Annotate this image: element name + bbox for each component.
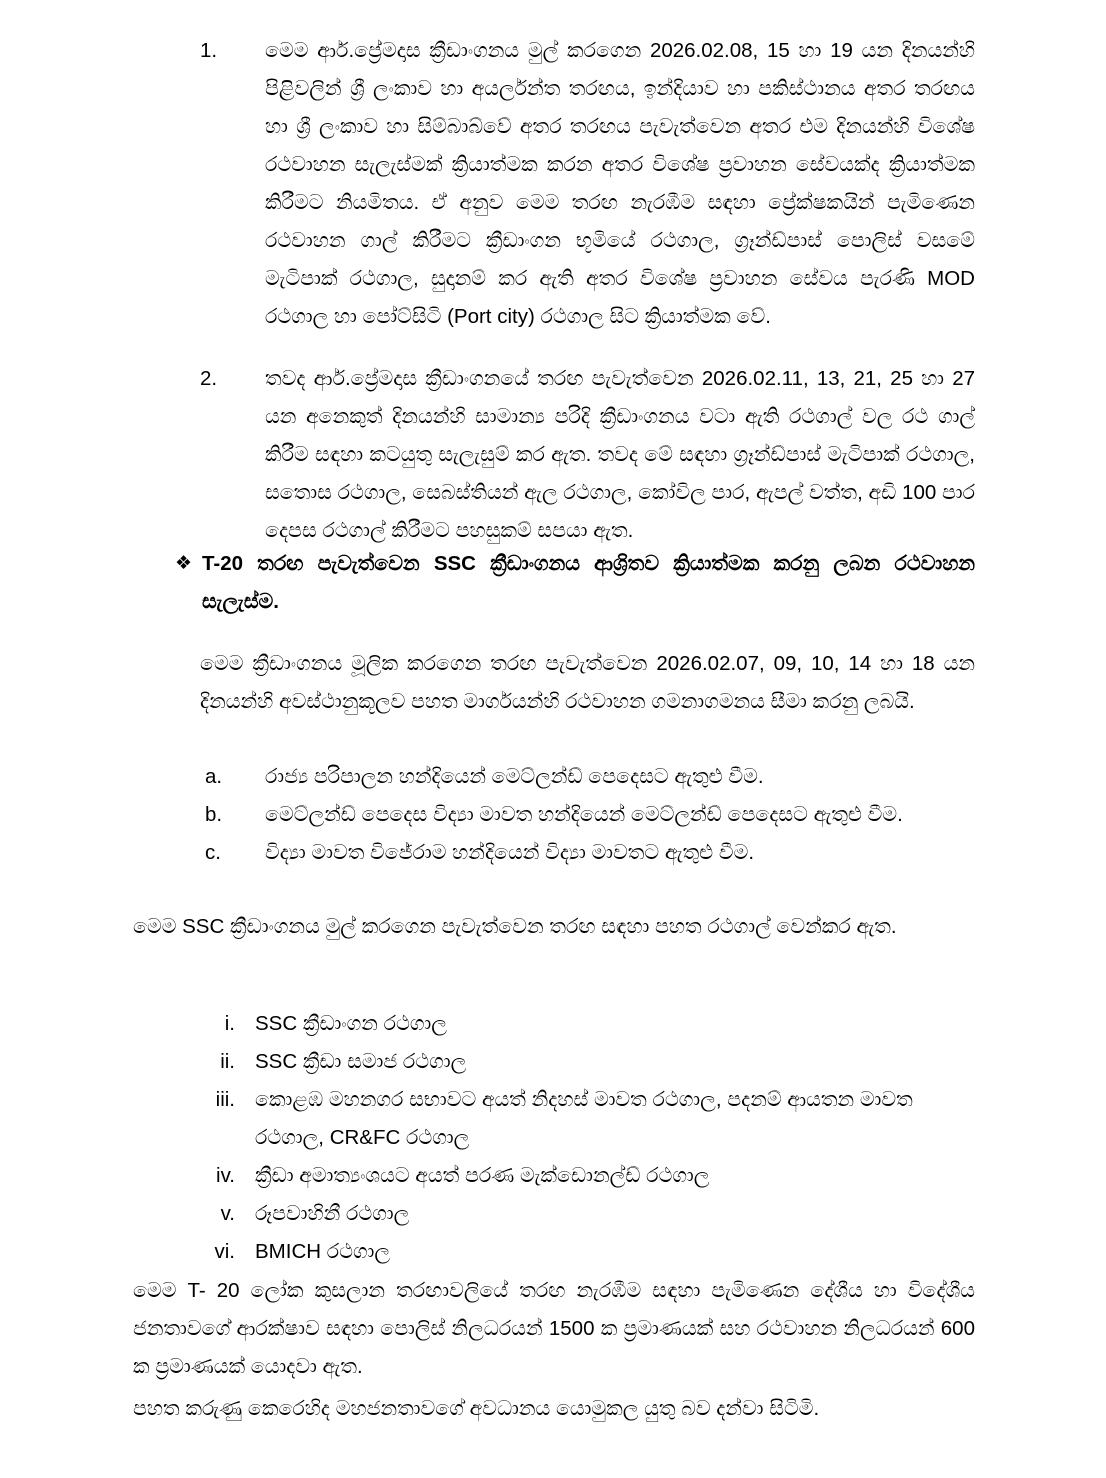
list-item bbox=[205, 834, 975, 872]
list-marker: b. bbox=[205, 803, 223, 826]
list-item-text: විද්‍යා මාවත විජේරාම හන්දියෙන් විද්‍යා මාවතට ඇතුළු වීම. bbox=[265, 841, 755, 864]
list-item bbox=[200, 360, 975, 550]
list-item-text: රාජ්‍ය පරිපාලන හන්දියෙන් මෙට්ලන්ඩ් පෙදෙසට ඇතුළු වීම. bbox=[265, 765, 764, 788]
bullet-heading bbox=[175, 545, 975, 621]
bullet-heading-text: T-20 තරඟ පැවැත්වෙන SSC ක්‍රීඩාංගනය ආශ්‍රිතව ක්‍රියාත්මක කරනු ලබන රථවාහන සැලැස්ම. bbox=[202, 552, 975, 613]
list-marker: c. bbox=[205, 841, 221, 864]
roman-list bbox=[195, 1005, 975, 1271]
list-item bbox=[195, 1233, 975, 1271]
list-marker: i. bbox=[224, 1012, 235, 1035]
security-paragraph: මෙම T- 20 ලෝක කුසලාන තරඟාවලියේ තරඟ නැරඹීම සඳහා පැමිණෙන දේශීය හා විදේශීය ජනතාවගේ ආරක්ෂාව සඳහා පොලිස් නිලධරයන් 1500 ක ප්‍රමාණයක් සහ රථවාහන නිලධරයන් 600 ක ප්‍රමාණයක් යොදවා ඇත. bbox=[133, 1279, 975, 1378]
list-item-text: මෙම ආර්.ප්‍රේමදාස ක්‍රීඩාංගනය මුල් කරගෙන 2026.02.08, 15 හා 19 යන දිනයන්හි පිළිවලින් ශ්‍රී ලංකාව හා අයර්ලන්ත තරඟය, ඉන්දියාව හා පකිස්ථානය අතර තරඟය හා ශ්‍රී ලංකාව හා සිම්බාබ්වේ අතර තරඟය පැවැත්වෙන අතර එම දිනයන්හි විශේෂ රථවාහන සැලැස්මක් ක්‍රියාත්මක කරන අතර විශේෂ ප්‍රවාහන සේවයක්ද ක්‍රියාත්මක කිරීමට නියමිතය. ඒ අනුව මෙම තරඟ නැරඹීම සඳහා ප්‍රේක්ෂකයින් පැමිණෙන රථවාහන ගාල් කිරීමට ක්‍රීඩාංගන භූමියේ රථගාල, ග්‍රෑන්ඩ්පාස් පොලිස් වසමේ මැටිපාක් රථගාල, සුදානම් කර ඇති අතර විශේෂ ප්‍රවාහන සේවය පැරණි MOD රථගාල හා පෝට්සිටි (Port city) රථගාල සිට ක්‍රියාත්මක වේ. bbox=[265, 39, 975, 328]
list-item bbox=[195, 1157, 975, 1195]
list-marker: iii. bbox=[215, 1088, 235, 1111]
list-item-text: තවද ආර්.ප්‍රේමදාස ක්‍රීඩාංගනයේ තරඟ පැවැත්වෙන 2026.02.11, 13, 21, 25 හා 27 යන අනෙකුත් දිනයන්හි සාමාන්‍ය පරිදි ක්‍රීඩාංගනය වටා ඇති රථගාල් වල රථ ගාල් කිරීම සඳහා කටයුතු සැලැසුම් කර ඇත. තවද මේ සඳහා ග්‍රෑන්ඩ්පාස් මැටිපාක් රථගාල, සතොස රථගාල, සෙබස්තියන් ඇල රථගාල, කෝවිල පාර, ඇපල් වත්ත, අඩි 100 පාර දෙපස රථගාල් කිරීමට පහසුකම් සපයා ඇත. bbox=[265, 367, 975, 542]
list-item bbox=[195, 1005, 975, 1043]
list-marker: vi. bbox=[214, 1240, 235, 1263]
list-item-text: කොළඹ මහනගර සභාවට අයත් නිදහස් මාවත රථගාල, පදනම් ආයතන මාවත රථගාල, CR&FC රථගාල bbox=[255, 1088, 913, 1149]
notice-paragraph: පහත කරුණු කෙරෙහිද මහජනතාවගේ අවධානය යොමුකල යුතු බව දන්වා සිටිමි. bbox=[133, 1397, 820, 1420]
intro-paragraph: මෙම ක්‍රීඩාංගනය මූලික කරගෙන තරඟ පැවැත්වෙන 2026.02.07, 09, 10, 14 හා 18 යන දිනයන්හි අවස්ථානුකූලව පහත මාර්ගයන්හි රථවාහන ගමනාගමනය සීමා කරනු ලබයි. bbox=[200, 652, 975, 713]
list-item-text: BMICH රථගාල bbox=[255, 1240, 391, 1263]
list-item bbox=[195, 1195, 975, 1233]
list-marker: 2. bbox=[200, 367, 218, 390]
list-marker: a. bbox=[205, 765, 223, 788]
list-item bbox=[195, 1043, 975, 1081]
list-marker: ii. bbox=[220, 1050, 235, 1073]
list-item-text: ක්‍රීඩා අමාත්‍යංශයට අයත් පරණ මැක්ඩොනල්ඩ් රථගාල bbox=[255, 1164, 710, 1187]
list-item-text: SSC ක්‍රීඩාංගන රථගාල bbox=[255, 1012, 447, 1035]
list-marker: iv. bbox=[216, 1164, 235, 1187]
list-item bbox=[205, 758, 975, 796]
list-item bbox=[195, 1081, 975, 1157]
ssc-paragraph: මෙම SSC ක්‍රීඩාංගනය මුල් කරගෙන පැවැත්වෙන තරඟ සඳහා පහත රථගාල් වෙන්කර ඇත. bbox=[133, 915, 897, 938]
list-item-text: මෙට්ලන්ඩ් පෙදෙස විද්‍යා මාවත හන්දියෙන් මෙට්ලන්ඩ් පෙදෙසට ඇතුළු වීම. bbox=[265, 803, 903, 826]
list-item bbox=[200, 32, 975, 336]
numbered-list bbox=[200, 32, 975, 550]
list-item-text: SSC ක්‍රීඩා සමාජ රථගාල bbox=[255, 1050, 467, 1073]
list-marker: 1. bbox=[200, 39, 218, 62]
diamond-bullet-icon: ❖ bbox=[175, 553, 193, 574]
list-item bbox=[205, 796, 975, 834]
list-marker: v. bbox=[220, 1202, 235, 1225]
list-item-text: රූපවාහිනී රථගාල bbox=[255, 1202, 410, 1225]
alpha-list bbox=[205, 758, 975, 872]
